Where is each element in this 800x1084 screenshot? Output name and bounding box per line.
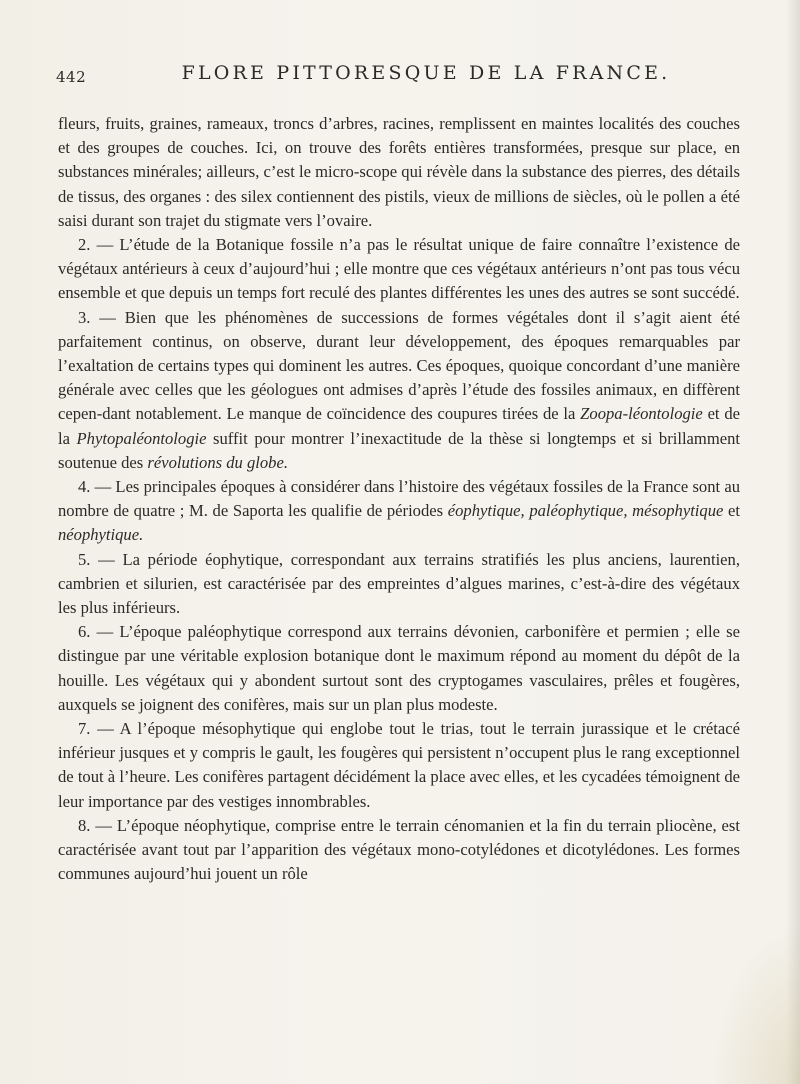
paragraph-5: 5. — La période éophytique, correspondant aux terrains stratifiés les plus anciens, laurentien, cambrien et silurien, est caractérisée par des empreintes d’algues marines, c’est-à-dire des végétaux les plus inférieurs. [58,549,740,618]
body-text [58,112,740,887]
paragraph-2: 2. — L’étude de la Botanique fossile n’a pas le résultat unique de faire connaître l’existence de végétaux antérieurs à ceux d’aujourd’hui ; elle montre que ces végétaux antérieurs n’ont pas tous vécu ensemble et que depuis un temps fort reculé des plantes différentes les unes des autres se sont succédé. [58,235,740,303]
paragraph-3-text-a: 3. — Bien que les phénomènes de successions de formes végétales dont il s’agit aient été parfaitement continus, on observe, durant leur développement, des époques remarquables par l’exaltation de certains types qui dominent les autres. Ces époques, quoique concordant d’une manière générale avec celles que les géologues ont admises d’après l’étude des fossiles animaux, en diffèrent cepen-dant notablement. Le manque de coïncidence des coupures tirées de la [58,307,740,424]
page-header [56,62,756,92]
term-periods: éophytique, paléophytique, mésophytique [447,501,724,521]
paper-stain [710,924,800,1084]
paragraph-8: 8. — L’époque néophytique, comprise entre le terrain cénomanien et la fin du terrain pliocène, est caractérisée avant tout par l’apparition des végétaux mono-cotylédones et dicotylédones. Les formes communes aujourd’hui jouent un rôle [58,815,740,884]
paragraph-4-text-b: et [723,501,741,521]
term-neophytique: néophytique. [58,525,144,545]
running-title: FLORE PITTORESQUE DE LA FRANCE. [181,62,671,84]
page-number: 442 [56,68,87,86]
term-revolutions-du-globe: révolutions du globe. [147,452,288,472]
paragraph-continuation: fleurs, fruits, graines, rameaux, troncs d’arbres, racines, remplissent en maintes localités des couches et des groupes de couches. Ici, on trouve des forêts entières transformées, presque sur place, en substances minérales; ailleurs, c’est le micro-scope qui révèle dans la substance des pierres, des détails de tissus, des organes : des silex contiennent des pistils, vieux de millions de siècles, où le pollen a été saisi durant son trajet du stigmate vers l’ovaire. [58,114,740,230]
paragraph-4 [58,475,740,548]
paragraph-7: 7. — A l’époque mésophytique qui englobe tout le trias, tout le terrain jurassique et le crétacé inférieur jusques et y compris le gault, les fougères qui persistent n’occupent plus le rang exceptionnel de tout à l’heure. Les conifères partagent décidément la place avec elles, et les cycadées témoignent de leur importance par des vestiges innombrables. [58,719,740,811]
term-zoopaleontologie: Zoopa-léontologie [580,404,703,424]
paragraph-3 [58,306,740,475]
term-phytopaleontologie: Phytopaléontologie [76,428,207,448]
paragraph-3-text-b: et de la [58,404,740,448]
paragraph-3-text-c: suffit pour montrer l’inexactitude de la thèse si longtemps et si brillamment soutenue des [58,428,741,472]
paragraph-6: 6. — L’époque paléophytique correspond aux terrains dévonien, carbonifère et permien ; elle se distingue par une véritable explosion botanique dont le maximum répond au moment du dépôt de la houille. Les végétaux qui y abondent surtout sont des cryptogames vasculaires, prêles et fougères, auxquels se joignent des conifères, mais sur un plan plus modeste. [58,622,740,714]
page-edge-shadow [786,0,800,1084]
paragraph-4-text-a: 4. — Les principales époques à considérer dans l’histoire des végétaux fossiles de la France sont au nombre de quatre ; M. de Saporta les qualifie de périodes [58,477,740,521]
